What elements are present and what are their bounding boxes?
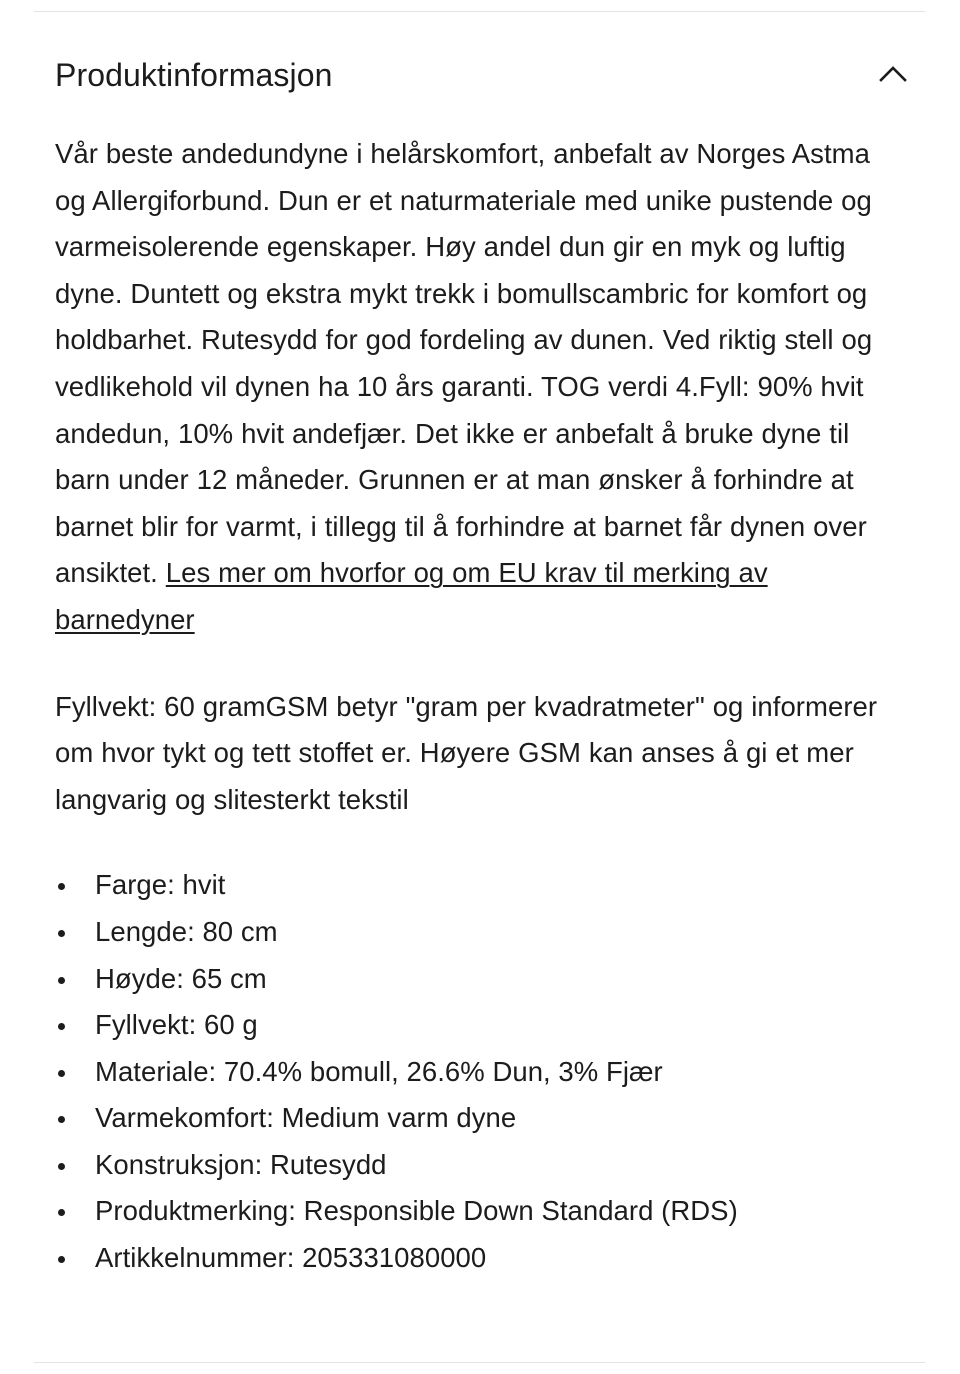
list-item: Artikkelnummer: 205331080000: [55, 1235, 907, 1282]
paragraph-spacer: [55, 644, 907, 684]
list-item: Farge: hvit: [55, 862, 907, 909]
product-information-accordion-header[interactable]: [0, 44, 960, 106]
description-paragraph-2: Fyllvekt: 60 gramGSM betyr "gram per kvadratmeter" og informerer om hvor tykt og tett stoffet er. Høyere GSM kan anses å gi et mer langvarig og slitesterkt tekstil: [55, 690, 878, 815]
list-item: Fyllvekt: 60 g: [55, 1002, 907, 1049]
list-item: Lengde: 80 cm: [55, 909, 907, 956]
list-item: Produktmerking: Responsible Down Standard (RDS): [55, 1188, 907, 1235]
divider-bottom: [34, 1362, 925, 1363]
list-item: Materiale: 70.4% bomull, 26.6% Dun, 3% Fjær: [55, 1049, 907, 1096]
list-item: Varmekomfort: Medium varm dyne: [55, 1095, 907, 1142]
description-text-lead: Vår beste andedundyne i helårskomfort, anbefalt av Norges Astma og Allergiforbund. Dun er et naturmateriale med unike pustende og varmeisolerende egenskaper. Høy andel dun gir en myk og luftig dyne. Duntett og ekstra mykt trekk i bomullscambric for komfort og holdbarhet. Rutesydd for god fordeling av dunen. Ved riktig stell og vedlikehold vil dynen ha 10 års garanti. TOG verdi 4.Fyll: 90% hvit andedun, 10% hvit andefjær. Det ikke er anbefalt å bruke dyne til barn under 12 måneder. Grunnen er at man ønsker å forhindre at barnet blir for varmt, i tillegg til å forhindre at barnet får dynen over ansiktet.: [55, 138, 873, 589]
divider-top: [34, 11, 925, 12]
list-item: Høyde: 65 cm: [55, 956, 907, 1003]
chevron-up-icon[interactable]: [872, 54, 914, 96]
list-item: Konstruksjon: Rutesydd: [55, 1142, 907, 1189]
page-title: Produktinformasjon: [55, 56, 333, 93]
product-specification-list: [55, 862, 907, 1281]
list-spacer: [55, 823, 907, 862]
barnedyner-info-link[interactable]: Les mer om hvorfor og om EU krav til merking av barnedyner: [55, 557, 768, 635]
description-paragraph-1: [55, 131, 907, 644]
product-information-content: [55, 131, 907, 1282]
